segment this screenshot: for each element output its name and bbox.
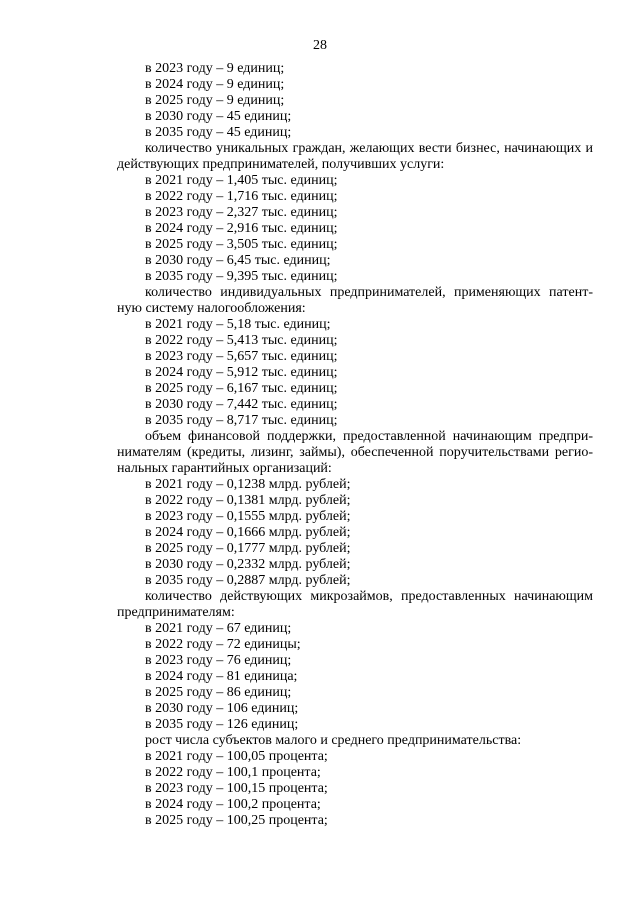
units-list-continued <box>117 61 593 141</box>
list-item: в 2021 году – 1,405 тыс. единиц; <box>145 173 338 188</box>
heading-line: действующих предпринимателей, получивших услуги: <box>117 157 445 172</box>
section-heading <box>117 429 593 477</box>
section-heading <box>117 589 593 621</box>
sme-growth-section <box>117 733 593 829</box>
list-item: в 2025 году – 0,1777 млрд. рублей; <box>145 541 351 556</box>
list-item: в 2021 году – 100,05 процента; <box>145 749 328 764</box>
list-item: в 2035 году – 8,717 тыс. единиц; <box>145 413 338 428</box>
list-item: в 2030 году – 45 единиц; <box>145 109 292 124</box>
list-item: в 2024 году – 0,1666 млрд. рублей; <box>145 525 351 540</box>
list-item: в 2025 году – 100,25 процента; <box>145 813 328 828</box>
heading-line: нимателям (кредиты, лизинг, займы), обеспеченной поручительствами регио- <box>117 445 593 460</box>
heading-line: количество действующих микрозаймов, предоставленных начинающим <box>145 589 593 604</box>
list-item: в 2023 году – 5,657 тыс. единиц; <box>145 349 338 364</box>
heading-line: ную систему налогообложения: <box>117 301 306 316</box>
patent-entrepreneurs-section <box>117 285 593 429</box>
list-item: в 2023 году – 76 единиц; <box>145 653 292 668</box>
list-item: в 2023 году – 0,1555 млрд. рублей; <box>145 509 351 524</box>
financial-support-section <box>117 429 593 589</box>
heading-line: предпринимателям: <box>117 605 235 620</box>
list-item: в 2025 году – 86 единиц; <box>145 685 292 700</box>
page-number: 28 <box>313 38 327 53</box>
list-item: в 2030 году – 6,45 тыс. единиц; <box>145 253 331 268</box>
section-heading <box>117 285 593 317</box>
list-item: в 2035 году – 126 единиц; <box>145 717 299 732</box>
list-item: в 2024 году – 9 единиц; <box>145 77 285 92</box>
list-item: в 2030 году – 7,442 тыс. единиц; <box>145 397 338 412</box>
list-item: в 2025 году – 6,167 тыс. единиц; <box>145 381 338 396</box>
list-item: в 2022 году – 72 единицы; <box>145 637 301 652</box>
section-heading <box>117 141 593 173</box>
heading-line: количество уникальных граждан, желающих вести бизнес, начинающих и <box>145 141 593 156</box>
list-item: в 2023 году – 2,327 тыс. единиц; <box>145 205 338 220</box>
list-item: в 2035 году – 0,2887 млрд. рублей; <box>145 573 351 588</box>
list-item: в 2025 году – 9 единиц; <box>145 93 285 108</box>
microloans-section <box>117 589 593 733</box>
list-item: в 2024 году – 5,912 тыс. единиц; <box>145 365 338 380</box>
list-item: в 2022 году – 5,413 тыс. единиц; <box>145 333 338 348</box>
heading-line: количество индивидуальных предпринимателей, применяющих патент- <box>145 285 593 300</box>
list-item: в 2035 году – 9,395 тыс. единиц; <box>145 269 338 284</box>
list-item: в 2022 году – 100,1 процента; <box>145 765 321 780</box>
list-item: в 2035 году – 45 единиц; <box>145 125 292 140</box>
heading-line: нальных гарантийных организаций: <box>117 461 332 476</box>
list-item: в 2024 году – 2,916 тыс. единиц; <box>145 221 338 236</box>
list-item: в 2022 году – 0,1381 млрд. рублей; <box>145 493 351 508</box>
unique-citizens-section <box>117 141 593 285</box>
list-item: в 2021 году – 5,18 тыс. единиц; <box>145 317 331 332</box>
list-item: в 2021 году – 0,1238 млрд. рублей; <box>145 477 351 492</box>
list-item: в 2024 году – 81 единица; <box>145 669 298 684</box>
list-item: в 2024 году – 100,2 процента; <box>145 797 321 812</box>
list-item: в 2030 году – 0,2332 млрд. рублей; <box>145 557 351 572</box>
list-item: в 2023 году – 9 единиц; <box>145 61 285 76</box>
section-heading <box>117 733 593 749</box>
list-item: в 2023 году – 100,15 процента; <box>145 781 328 796</box>
list-item: в 2025 году – 3,505 тыс. единиц; <box>145 237 338 252</box>
list-item: в 2030 году – 106 единиц; <box>145 701 299 716</box>
list-item: в 2022 году – 1,716 тыс. единиц; <box>145 189 338 204</box>
document-body <box>117 61 593 829</box>
heading-line: рост числа субъектов малого и среднего предпринимательства: <box>145 733 522 748</box>
heading-line: объем финансовой поддержки, предоставленной начинающим предпри- <box>145 429 593 444</box>
list-item: в 2021 году – 67 единиц; <box>145 621 292 636</box>
